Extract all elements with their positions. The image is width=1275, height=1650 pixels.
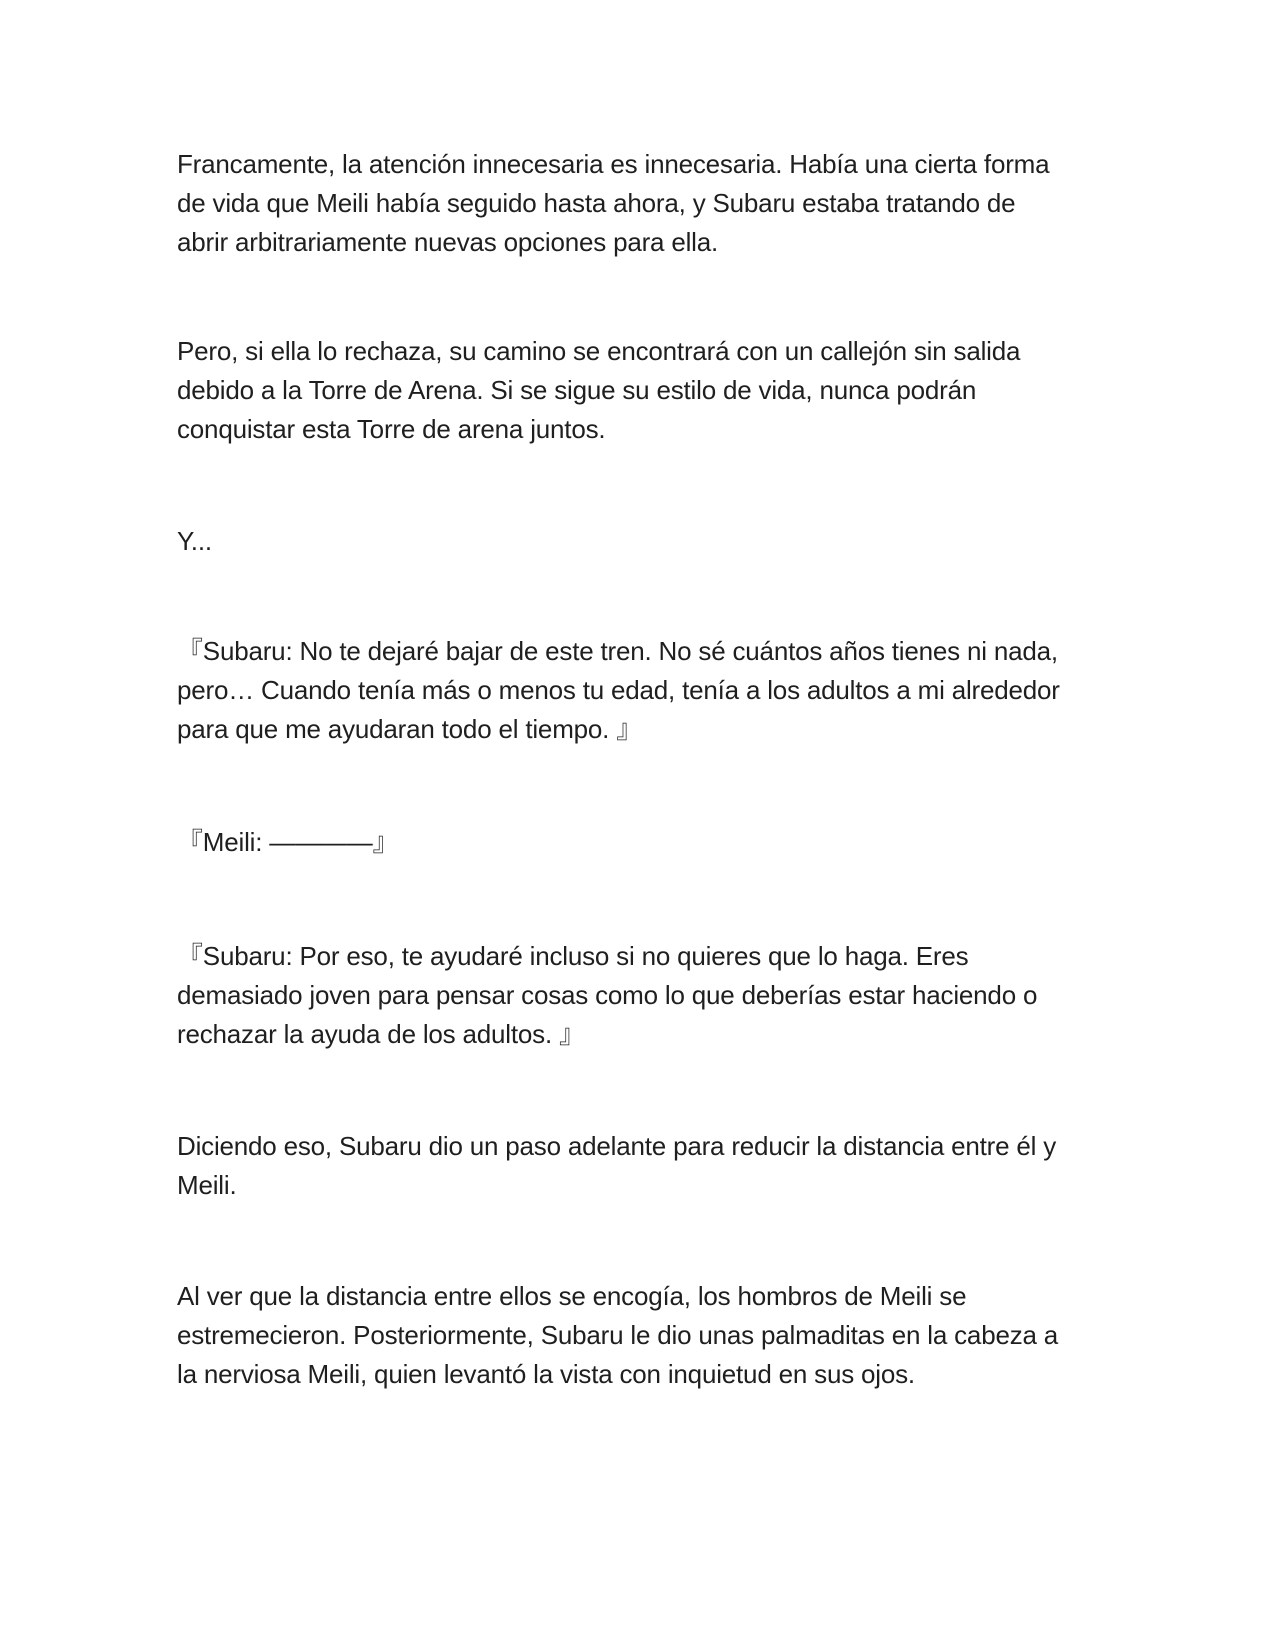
paragraph-3 (177, 522, 1107, 561)
paragraph-line: Y... (177, 526, 212, 556)
paragraph-1 (177, 145, 1107, 262)
paragraph-line: 『Subaru: No te dejaré bajar de este tren. No sé cuántos años tienes ni nada, (177, 636, 1058, 666)
paragraph-2 (177, 332, 1107, 449)
paragraph-4 (177, 632, 1107, 749)
paragraph-line: de vida que Meili había seguido hasta ahora, y Subaru estaba tratando de (177, 188, 1016, 218)
paragraph-line: estremecieron. Posteriormente, Subaru le dio unas palmaditas en la cabeza a (177, 1320, 1059, 1350)
paragraph-line: pero… Cuando tenía más o menos tu edad, tenía a los adultos a mi alrededor (177, 675, 1060, 705)
paragraph-line: para que me ayudaran todo el tiempo. 』 (177, 714, 643, 744)
paragraph-line: Al ver que la distancia entre ellos se encogía, los hombros de Meili se (177, 1281, 967, 1311)
paragraph-line: 『Subaru: Por eso, te ayudaré incluso si no quieres que lo haga. Eres (177, 941, 969, 971)
paragraph-line: abrir arbitrariamente nuevas opciones para ella. (177, 227, 719, 257)
paragraph-line: debido a la Torre de Arena. Si se sigue su estilo de vida, nunca podrán (177, 375, 977, 405)
paragraph-line: Diciendo eso, Subaru dio un paso adelante para reducir la distancia entre él y (177, 1131, 1057, 1161)
paragraph-line: 『Meili: ————』 (177, 827, 399, 857)
paragraph-line: la nerviosa Meili, quien levantó la vista con inquietud en sus ojos. (177, 1359, 915, 1389)
paragraph-6 (177, 937, 1107, 1054)
paragraph-5 (177, 823, 1107, 862)
paragraph-line: rechazar la ayuda de los adultos. 』 (177, 1019, 585, 1049)
paragraph-line: conquistar esta Torre de arena juntos. (177, 414, 606, 444)
paragraph-8 (177, 1277, 1107, 1394)
paragraph-line: Pero, si ella lo rechaza, su camino se encontrará con un callejón sin salida (177, 336, 1021, 366)
paragraph-line: demasiado joven para pensar cosas como lo que deberías estar haciendo o (177, 980, 1038, 1010)
paragraph-7 (177, 1127, 1107, 1205)
paragraph-line: Meili. (177, 1170, 237, 1200)
paragraph-line: Francamente, la atención innecesaria es innecesaria. Había una cierta forma (177, 149, 1050, 179)
